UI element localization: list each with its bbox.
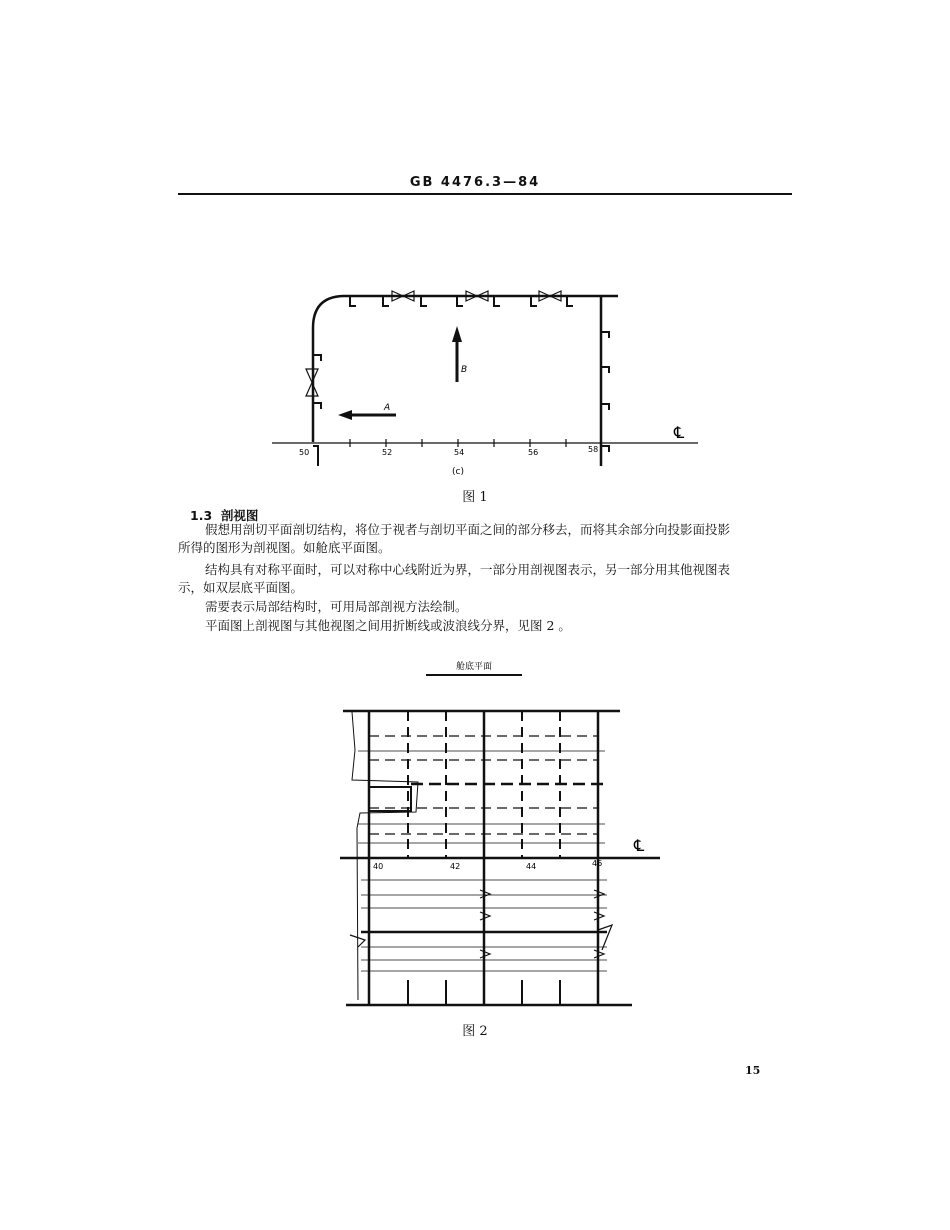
figure-2-caption: 图 2 (462, 1024, 488, 1039)
frame-number: 46 (592, 859, 603, 868)
frame-number: 52 (382, 448, 393, 457)
paragraph-line: 示，如双层底平面图。 (178, 580, 304, 595)
centerline-symbol: ℄ (634, 836, 645, 855)
arrow-a-label: A (384, 403, 391, 413)
figure-1-sublabel: (c) (452, 467, 464, 477)
section-title: 剖视图 (220, 508, 259, 523)
figure-2-title: 舱底平面 (455, 662, 493, 672)
frame-number: 42 (450, 862, 461, 871)
frame-number: 40 (373, 862, 384, 871)
arrow-b-head (452, 326, 462, 342)
arrow-a-head (338, 410, 352, 420)
figure-1-drawing (0, 0, 950, 500)
frame-number: 56 (528, 448, 539, 457)
page-number: 15 (745, 1064, 761, 1077)
frame-number: 54 (454, 448, 465, 457)
centerline-symbol: ℄ (674, 423, 685, 442)
paragraph-line: 结构具有对称平面时，可以对称中心线附近为界，一部分用剖视图表示，另一部分用其他视图表 (205, 562, 731, 577)
paragraph-line: 需要表示局部结构时，可用局部剖视方法绘制。 (205, 599, 468, 614)
standard-code-header: GB 4476.3—84 (409, 175, 541, 190)
arrow-b-label: B (461, 365, 468, 375)
frame-number: 44 (526, 862, 537, 871)
frame-number: 50 (299, 448, 310, 457)
paragraph-line: 所得的图形为剖视图。如舱底平面图。 (178, 540, 391, 555)
section-number: 1.3 (190, 508, 213, 523)
frame-number: 58 (588, 445, 599, 454)
paragraph-line: 平面图上剖视图与其他视图之间用折断线或波浪线分界，见图 2 。 (205, 618, 571, 633)
figure-2-drawing (0, 650, 950, 1020)
paragraph-line: 假想用剖切平面剖切结构，将位于视者与剖切平面之间的部分移去，而将其余部分向投影面投影 (205, 522, 731, 537)
figure-1-caption: 图 1 (462, 490, 488, 505)
